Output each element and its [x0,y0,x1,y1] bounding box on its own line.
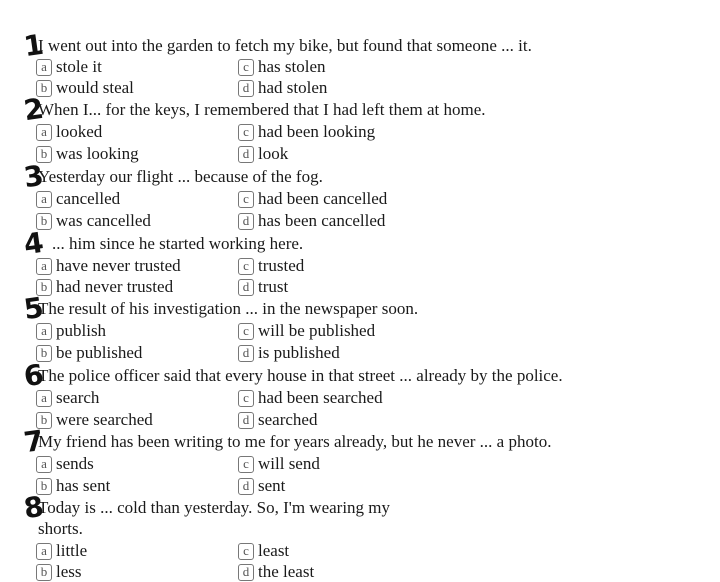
option-b[interactable] [36,343,142,363]
question-stem: The result of his investigation ... in the newspaper soon. [38,299,419,318]
option-letter: a [36,323,52,340]
option-text: cancelled [56,189,121,208]
option-d[interactable] [238,343,340,363]
option-text: will send [258,454,320,473]
option-c[interactable] [238,388,383,408]
option-d[interactable] [238,144,288,164]
option-text: has stolen [258,57,326,76]
option-b[interactable] [36,78,134,98]
option-letter: a [36,390,52,407]
option-letter: a [36,456,52,473]
question-stem: Yesterday our flight ... because of the fog. [38,167,323,186]
option-text: publish [56,321,107,340]
question-number: 3 [21,158,46,195]
option-c[interactable] [238,321,375,341]
option-letter: b [36,412,52,429]
question-stem: ... him since he started working here. [52,234,304,253]
option-text: searched [258,410,318,429]
question-number: 5 [21,290,46,327]
question-number: 1 [21,27,46,64]
question-stem: The police officer said that every house in that street ... already by the police. [38,366,563,385]
option-letter: d [238,80,254,97]
option-b[interactable] [36,476,110,496]
option-letter: b [36,478,52,495]
question-number: 2 [21,91,46,128]
question-number: 8 [21,489,46,526]
question-number: 7 [21,423,46,460]
option-text: sent [258,476,286,495]
option-letter: c [238,543,254,560]
option-text: will be published [258,321,376,340]
option-text: little [56,541,88,560]
option-text: less [56,562,82,581]
option-letter: a [36,258,52,275]
option-letter: d [238,412,254,429]
option-letter: b [36,146,52,163]
option-letter: b [36,279,52,296]
option-text: stole it [56,57,102,76]
option-c[interactable] [238,541,289,561]
option-d[interactable] [238,410,317,430]
option-a[interactable] [36,454,94,474]
option-letter: d [238,213,254,230]
question-stem: Today is ... cold than yesterday. So, I'm wearing my [38,498,391,517]
option-d[interactable] [238,277,288,297]
question-stem: I went out into the garden to fetch my bike, but found that someone ... it. [38,36,532,55]
option-letter: d [238,345,254,362]
option-letter: a [36,124,52,141]
option-c[interactable] [238,57,326,77]
option-text: had been cancelled [258,189,388,208]
option-letter: d [238,279,254,296]
option-text: trust [258,277,289,296]
option-text: was looking [56,144,139,163]
option-letter: a [36,191,52,208]
option-text: have never trusted [56,256,181,275]
option-b[interactable] [36,410,153,430]
option-text: the least [258,562,315,581]
option-text: has been cancelled [258,211,386,230]
option-letter: c [238,456,254,473]
option-letter: c [238,59,254,76]
option-text: least [258,541,290,560]
option-c[interactable] [238,189,387,209]
option-letter: d [238,146,254,163]
option-letter: c [238,390,254,407]
option-d[interactable] [238,78,327,98]
option-letter: b [36,80,52,97]
option-text: had never trusted [56,277,174,296]
option-text: search [56,388,100,407]
option-letter: c [238,191,254,208]
option-b[interactable] [36,211,151,231]
option-a[interactable] [36,122,102,142]
option-letter: a [36,543,52,560]
option-text: be published [56,343,143,362]
option-letter: b [36,564,52,581]
option-text: has sent [56,476,111,495]
option-letter: d [238,564,254,581]
option-c[interactable] [238,256,304,276]
option-text: had been searched [258,388,383,407]
option-letter: a [36,59,52,76]
option-a[interactable] [36,189,120,209]
option-text: sends [56,454,94,473]
option-a[interactable] [36,388,99,408]
question-number: 4 [21,225,46,262]
option-c[interactable] [238,454,320,474]
option-letter: c [238,323,254,340]
option-text: trusted [258,256,305,275]
question-stem: My friend has been writing to me for years already, but he never ... a photo. [38,432,552,451]
option-text: were searched [56,410,153,429]
option-letter: c [238,124,254,141]
option-text: had been looking [258,122,376,141]
option-d[interactable] [238,476,285,496]
option-text: is published [258,343,340,362]
option-text: looked [56,122,103,141]
option-text: look [258,144,289,163]
option-letter: c [238,258,254,275]
question-stem: When I... for the keys, I remembered that I had left them at home. [38,100,486,119]
question-stem-continued: shorts. [38,519,83,538]
option-letter: b [36,345,52,362]
question-number: 6 [21,357,46,394]
option-text: had stolen [258,78,328,97]
option-d[interactable] [238,211,385,231]
option-letter: d [238,478,254,495]
option-a[interactable] [36,541,87,561]
option-b[interactable] [36,562,82,582]
option-a[interactable] [36,57,102,77]
option-text: would steal [56,78,134,97]
option-b[interactable] [36,144,139,164]
option-a[interactable] [36,321,106,341]
option-d[interactable] [238,562,314,582]
option-letter: b [36,213,52,230]
option-b[interactable] [36,277,173,297]
option-c[interactable] [238,122,375,142]
option-a[interactable] [36,256,181,276]
option-text: was cancelled [56,211,151,230]
